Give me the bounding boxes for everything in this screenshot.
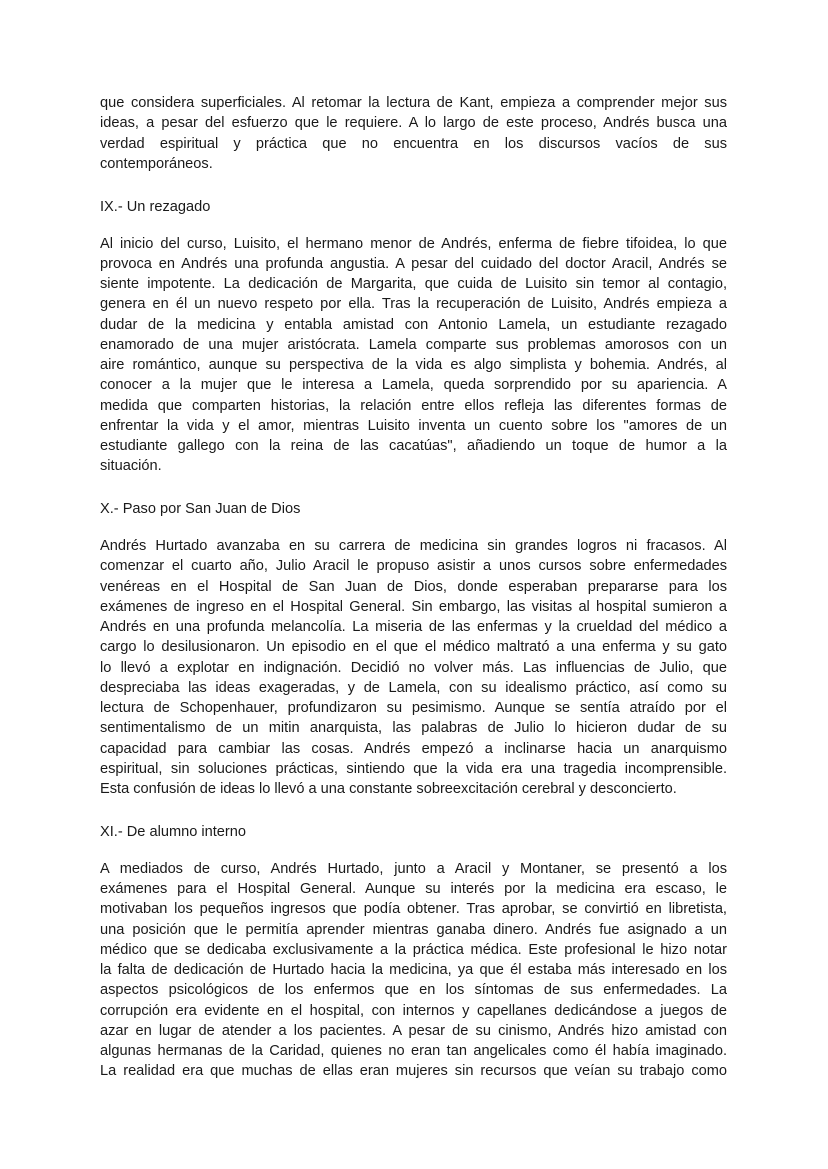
paragraph-line: siente impotente. La dedicación de Margarita, que cuida de Luisito sin temor al contagio, [100, 276, 727, 292]
paragraph-line: Esta confusión de ideas lo llevó a una constante sobreexcitación cerebral y desconcierto. [100, 781, 677, 797]
paragraph-line: verdad espiritual y práctica que no encuentra en los discursos vacíos de sus [100, 135, 727, 152]
paragraph-line: Al inicio del curso, Luisito, el hermano menor de Andrés, enferma de fiebre tifoidea, lo que [100, 235, 727, 252]
paragraph-line: La realidad era que muchas de ellas eran mujeres sin recursos que veían su trabajo como [100, 1063, 727, 1080]
paragraph-line: médico que se dedicaba exclusivamente a la práctica médica. Este profesional le hizo notar [100, 941, 727, 958]
paragraph-line: sentimentalismo de un mitin anarquista, las palabras de Julio lo hicieron dudar de su [100, 720, 727, 737]
section-heading: IX.- Un rezagado [100, 198, 211, 215]
document-page [100, 93, 727, 1104]
paragraph-line: aire romántico, aunque su perspectiva de la vida es algo simplista y bohemia. Andrés, al [100, 357, 727, 373]
paragraph-line: espiritual, sin soluciones prácticas, sintiendo que la vida era una tragedia incomprensible. [100, 760, 727, 777]
paragraph-line: despreciaba las ideas exageradas, y de Lamela, con su idealismo práctico, así como su [100, 679, 727, 696]
paragraph-line: capacidad para cambiar las cosas. Andrés empezó a inclinarse hacia un anarquismo [100, 740, 727, 757]
section-heading: XI.- De alumno interno [100, 823, 247, 840]
paragraph-line: que considera superficiales. Al retomar la lectura de Kant, empieza a comprender mejor sus [100, 95, 727, 111]
paragraph-line: enamorado de una mujer aristócrata. Lamela comparte sus problemas amorosos con un [100, 336, 727, 353]
paragraph-line: dudar de la medicina y entabla amistad con Antonio Lamela, un estudiante rezagado [100, 316, 727, 333]
paragraph-line: motivaban los pequeños ingresos que podía obtener. Tras aprobar, se convirtió en libretista, [100, 901, 727, 918]
paragraph-line: exámenes para el Hospital General. Aunque su interés por la medicina era escaso, le [100, 881, 727, 897]
paragraph-line: A mediados de curso, Andrés Hurtado, junto a Aracil y Montaner, se presentó a los [100, 860, 727, 877]
paragraph-line: aspectos psicológicos de los enfermos que en los síntomas de sus enfermedades. La [100, 982, 727, 999]
paragraph-line: exámenes de ingreso en el Hospital General. Sin embargo, las visitas al hospital sumieron a [100, 598, 727, 615]
paragraph-line: algunas hermanas de la Caridad, quienes no eran tan angelicales como él había imaginado. [100, 1043, 727, 1059]
paragraph-line: estudiante gallego con la reina de las cacatúas", añadiendo un toque de humor a la [100, 438, 727, 454]
paragraph-line: corrupción era evidente en el hospital, con internos y capellanes dedicándose a juegos de [100, 1002, 727, 1019]
paragraph-line: enfrentar la vida y el amor, mientras Luisito inventa un cuento sobre los "amores de un [100, 417, 727, 434]
paragraph-line: Andrés en una profunda melancolía. La miseria de las enfermas y la crueldad del médico a [100, 619, 727, 635]
paragraph-line: medida que comparten historias, la relación entre ellos refleja las diferentes formas de [100, 397, 727, 414]
paragraph-line: Andrés Hurtado avanzaba en su carrera de medicina sin grandes logros ni fracasos. Al [100, 538, 727, 554]
paragraph-line: genera en él un nuevo respeto por ella. Tras la recuperación de Luisito, Andrés empieza a [100, 296, 727, 313]
paragraph-line: lectura de Schopenhauer, profundizaron su pesimismo. Aunque se sentía atraído por el [100, 700, 727, 716]
section-heading: X.- Paso por San Juan de Dios [100, 501, 301, 517]
paragraph-line: azar en lugar de atender a los pacientes. A pesar de su cinismo, Andrés hizo amistad con [100, 1022, 727, 1039]
paragraph-line: provoca en Andrés una profunda angustia. A pesar del cuidado del doctor Aracil, Andrés se [100, 255, 727, 272]
paragraph-line: ideas, a pesar del esfuerzo que le requiere. A lo largo de este proceso, Andrés busca una [100, 115, 727, 132]
paragraph-line: conocer a la mujer que le interesa a Lamela, queda sorprendido por su apariencia. A [100, 377, 727, 394]
paragraph-line: comenzar el cuarto año, Julio Aracil le propuso asistir a unos cursos sobre enfermedades [100, 558, 727, 575]
paragraph-line: venéreas en el Hospital de San Juan de Dios, donde esperaban prepararse para los [100, 578, 727, 595]
paragraph-line: contemporáneos. [100, 155, 213, 172]
paragraph-line: cargo lo desilusionaron. Un episodio en el que el médico maltrató a una enferma y su gato [100, 639, 727, 656]
paragraph [100, 859, 727, 1082]
paragraph [100, 536, 727, 799]
paragraph-line: situación. [100, 458, 162, 475]
paragraph [100, 234, 727, 477]
paragraph-line: una posición que le permitía aprender mientras ganaba dinero. Andrés fue asignado a un [100, 921, 727, 938]
paragraph [100, 93, 727, 174]
paragraph-line: la falta de dedicación de Hurtado hacia la medicina, ya que él estaba más interesado en los [100, 962, 727, 978]
paragraph-line: lo llevó a explotar en indignación. Decidió no volver más. Las influencias de Julio, que [100, 659, 727, 676]
